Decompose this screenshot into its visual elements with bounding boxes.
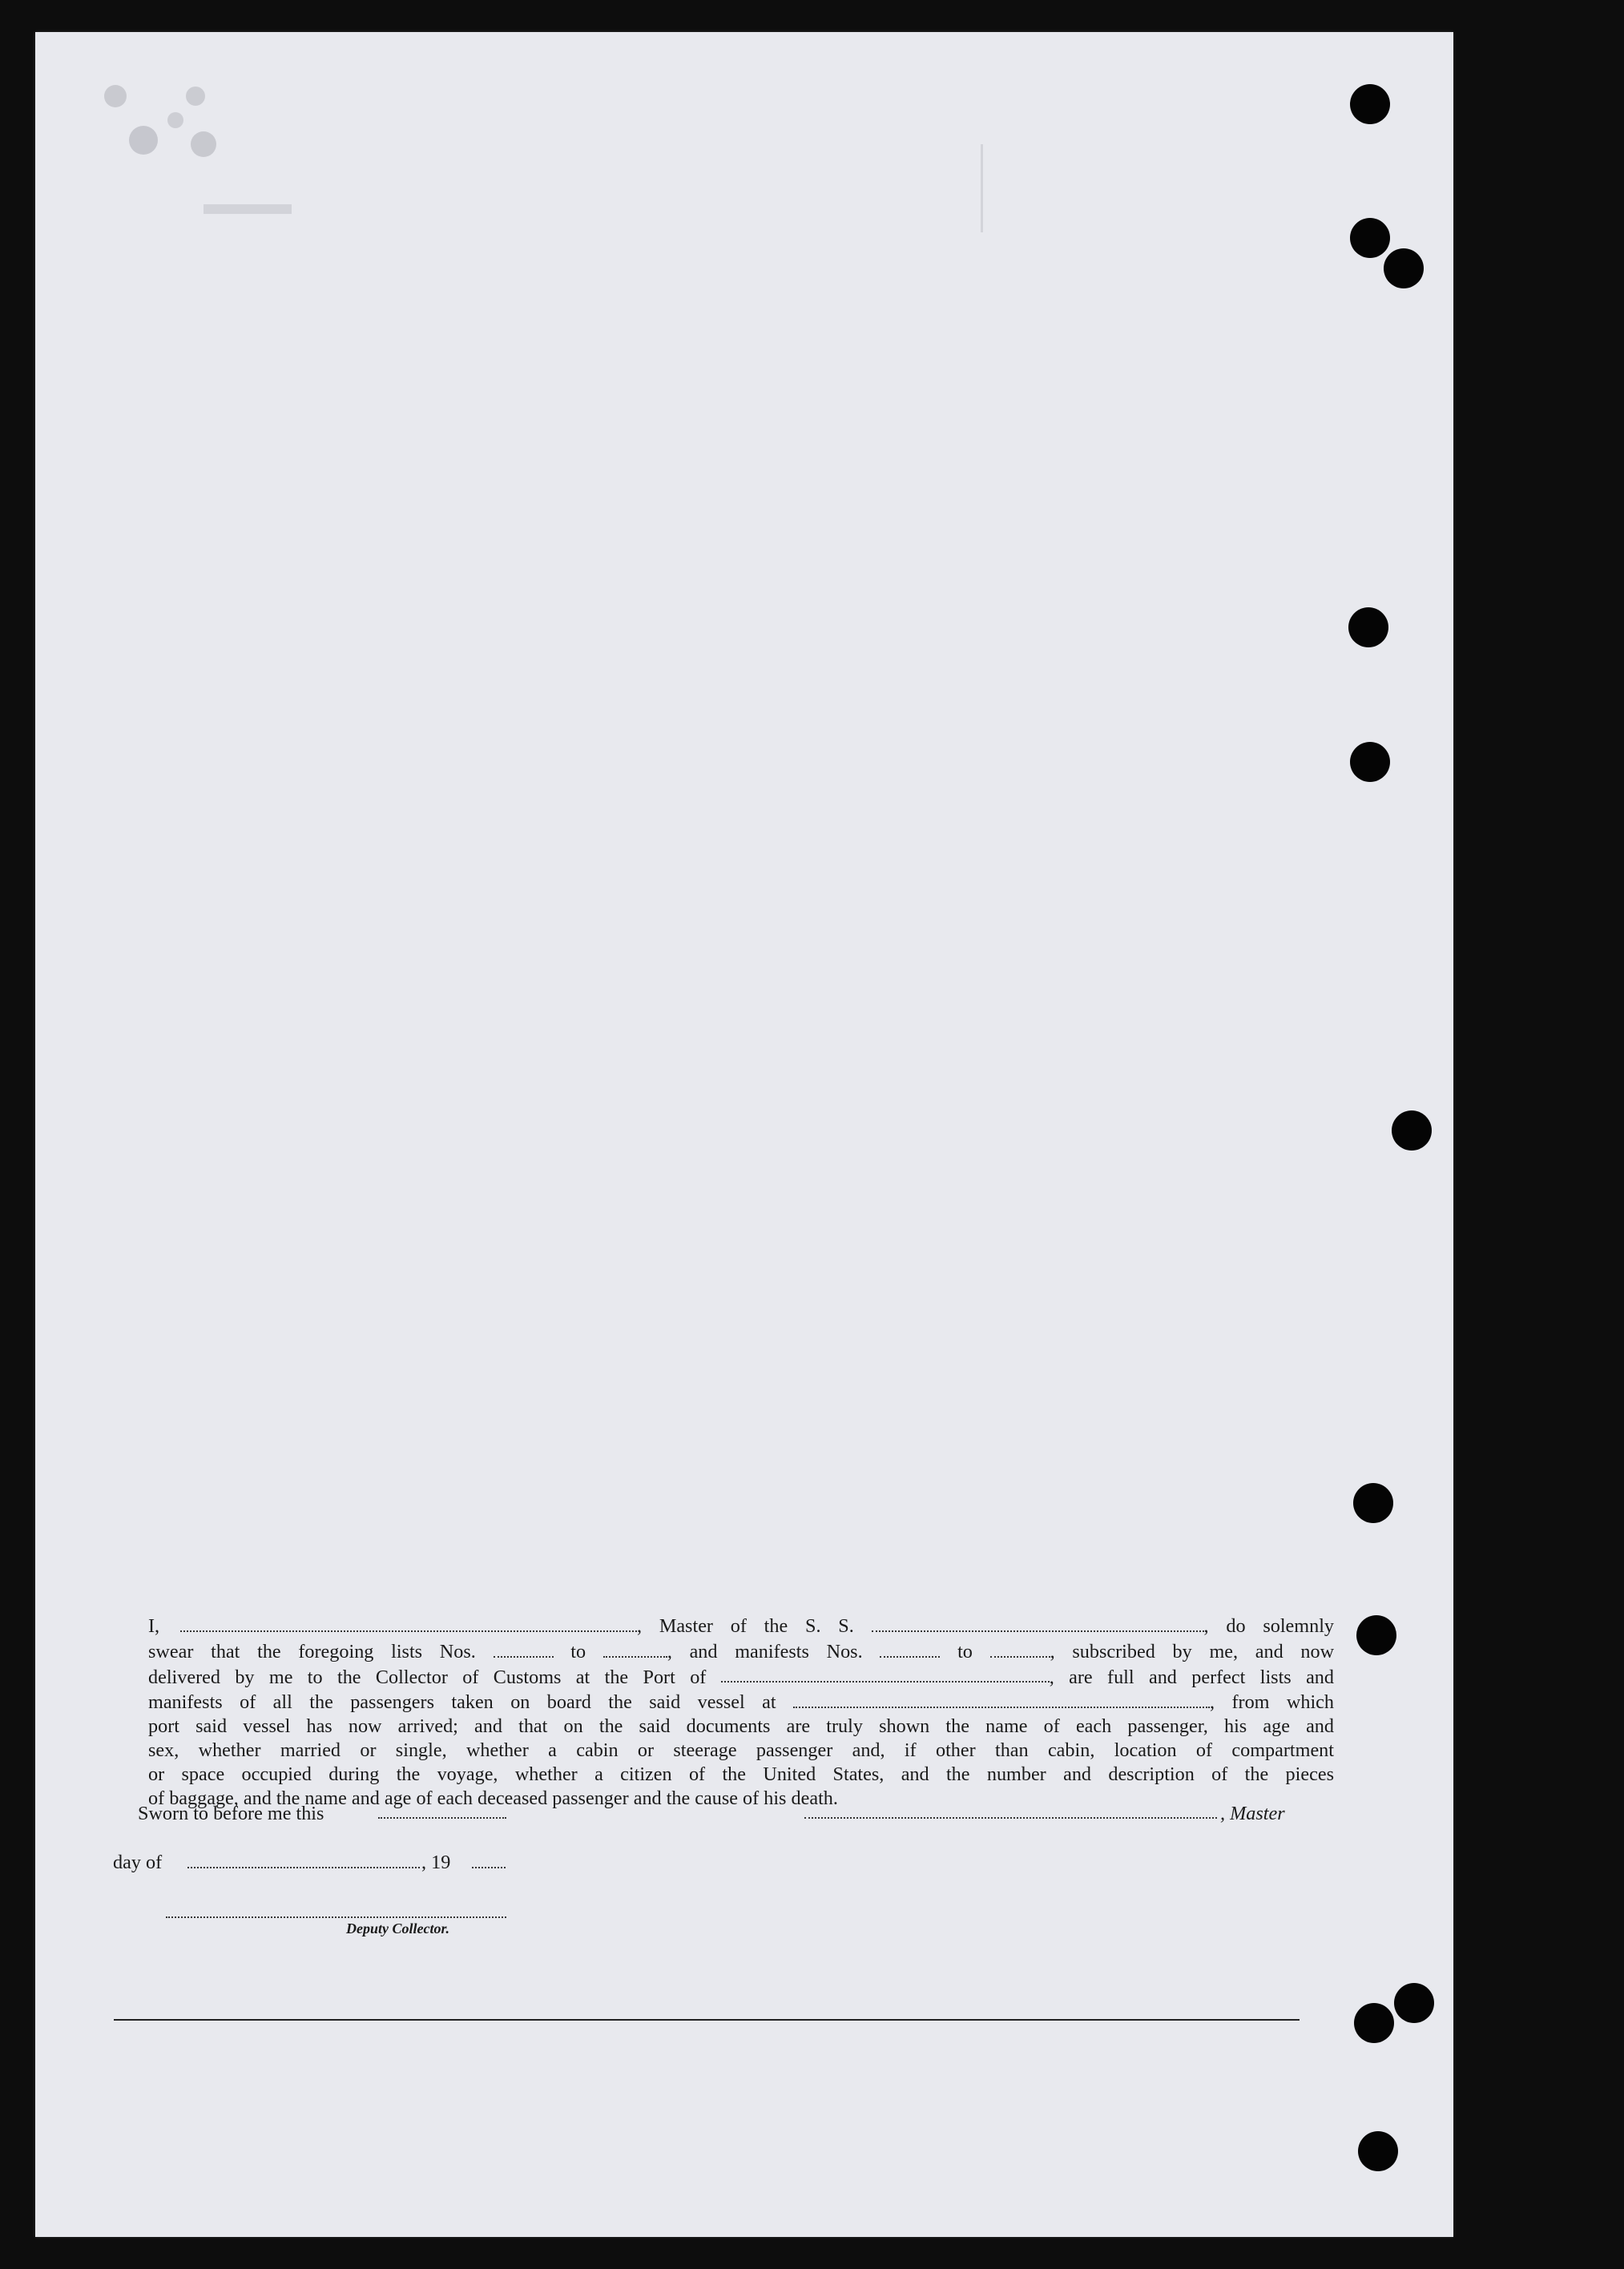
oath-line-3: delivered by me to the Collector of Customs at the Port of , are full and perfect lists and [148, 1664, 1334, 1690]
lists-to-field[interactable] [603, 1638, 667, 1658]
binder-hole-icon [1354, 2003, 1394, 2043]
master-signature-field[interactable] [804, 1817, 1217, 1819]
deputy-signature-field[interactable] [166, 1916, 506, 1918]
oath-line-2: swear that the foregoing lists Nos. to , and manifests Nos. to , subscribed by me, and now [148, 1638, 1334, 1664]
lists-from-field[interactable] [494, 1638, 554, 1658]
binder-hole-icon [1394, 1983, 1434, 2023]
manifests-from-field[interactable] [880, 1638, 940, 1658]
binder-hole-icon [1350, 84, 1390, 124]
oath-line-6: sex, whether married or single, whether a cabin or steerage passenger and, if other than cabin, location of compartment [148, 1739, 1334, 1762]
bottom-rule [114, 2019, 1300, 2021]
master-name-field[interactable] [180, 1613, 637, 1632]
binder-hole-icon [1350, 218, 1390, 258]
port-field[interactable] [721, 1664, 1050, 1683]
bleed-through-stamp [83, 64, 292, 216]
day-of-label: day of [113, 1852, 163, 1873]
oath-line-4: manifests of all the passengers taken on board the said vessel at , from which [148, 1689, 1334, 1715]
master-label: , Master [1220, 1803, 1285, 1824]
oath-line-1: I, , Master of the S. S. , do solemnly [148, 1613, 1334, 1638]
oath-line-8: of baggage, and the name and age of each deceased passenger and the cause of his death. [148, 1787, 838, 1810]
year-prefix-label: , 19 [421, 1852, 451, 1873]
binder-hole-icon [1358, 2131, 1398, 2171]
binder-hole-icon [1392, 1110, 1432, 1151]
ship-name-field[interactable] [872, 1613, 1204, 1632]
binder-hole-icon [1348, 607, 1388, 647]
paper-sheet [35, 32, 1453, 2237]
oath-line-7: or space occupied during the voyage, whether a citizen of the United States, and the number and description of the pieces [148, 1763, 1334, 1786]
year-field[interactable] [472, 1867, 506, 1868]
binder-hole-icon [1353, 1483, 1393, 1523]
binder-hole-icon [1356, 1615, 1396, 1655]
bleed-through-box [724, 144, 983, 232]
sworn-label: Sworn to before me this [138, 1803, 324, 1824]
embarkation-port-field[interactable] [793, 1689, 1210, 1708]
deputy-collector-label: Deputy Collector. [346, 1920, 449, 1937]
month-field[interactable] [187, 1867, 420, 1868]
binder-hole-icon [1350, 742, 1390, 782]
sworn-date-field[interactable] [378, 1817, 506, 1819]
binder-hole-icon [1384, 248, 1424, 288]
oath-paragraph [148, 1613, 1334, 1811]
oath-line-5: port said vessel has now arrived; and that on the said documents are truly shown the name of each passenger, his age and [148, 1715, 1334, 1738]
manifests-to-field[interactable] [990, 1638, 1050, 1658]
